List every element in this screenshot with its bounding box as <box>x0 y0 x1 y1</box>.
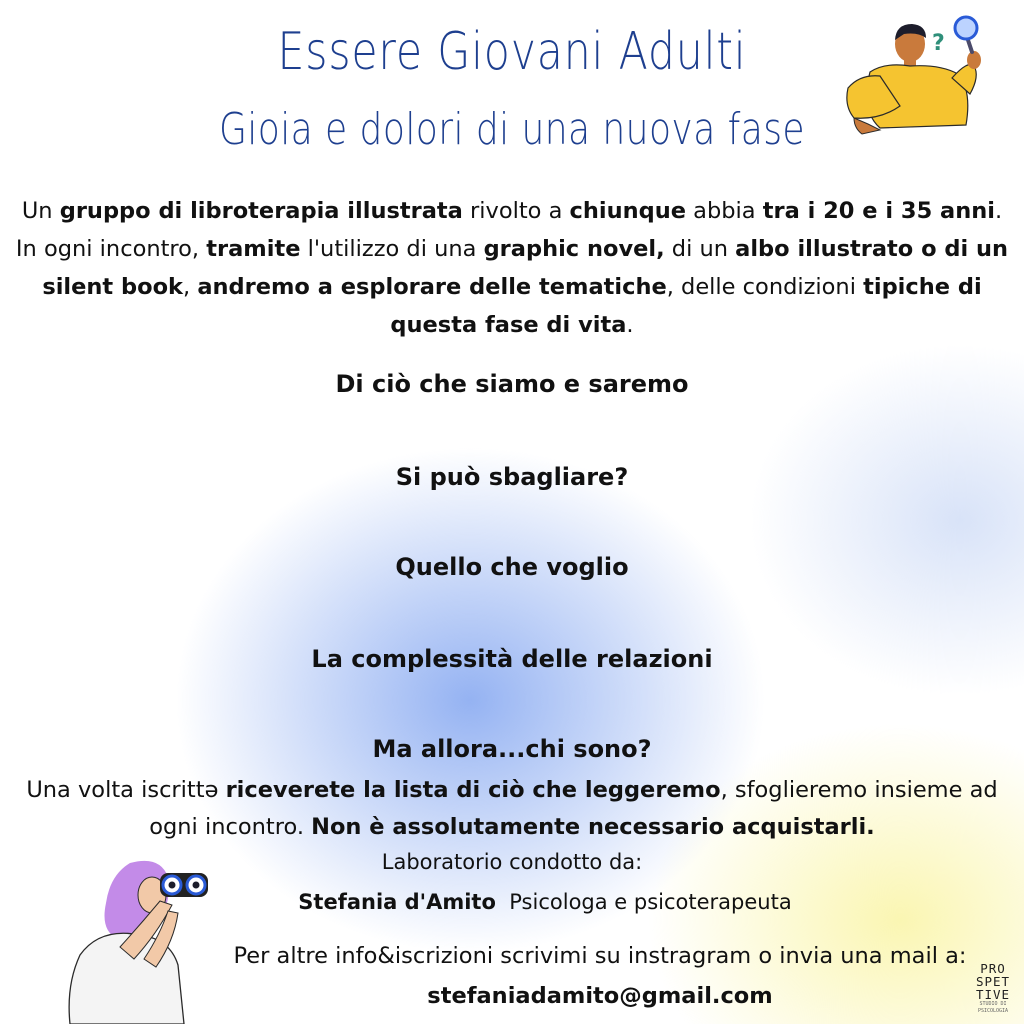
svg-text:?: ? <box>932 31 945 56</box>
thinking-man-illustration <box>840 10 1000 145</box>
topic-item: Si può sbagliare? <box>395 463 629 491</box>
contact-paragraph: Per altre info&iscrizioni scrivimi su instragram o invia una mail a: stefaniadamito@gmail.com <box>233 943 967 1009</box>
info-paragraph: Una volta iscrittə riceverete la lista di ciò che leggeremo, sfoglieremo insieme ad ogni incontro. Non è assolutamente necessario acquistarli. <box>26 777 998 840</box>
topic-item: Di ciò che siamo e saremo <box>335 370 689 398</box>
page-subtitle: Gioia e dolori di una nuova fase <box>218 104 806 155</box>
intro-paragraph: Un gruppo di libroterapia illustrata rivolto a chiunque abbia tra i 20 e i 35 anni. In ogni incontro, tramite l'utilizzo di una graphic novel, di un albo illustrato o di un silent book, andremo a esplorare delle tematiche, delle condizioni tipiche di questa fase di vita. <box>15 198 1009 338</box>
topic-item: Ma allora...chi sono? <box>372 735 652 763</box>
author-name: Stefania d'Amito <box>298 890 496 914</box>
studio-logo: PRO SPET TIVE STUDIO DI PSICOLOGIA <box>975 961 1011 1014</box>
author-role: Psicologa e psicoterapeuta <box>509 890 792 914</box>
topic-item: La complessità delle relazioni <box>311 645 713 673</box>
email-address[interactable]: stefaniadamito@gmail.com <box>427 983 773 1009</box>
page-title: Essere Giovani Adulti <box>277 22 747 82</box>
woman-binoculars-illustration <box>60 855 230 1024</box>
conducted-by-label: Laboratorio condotto da: <box>381 850 643 874</box>
topic-item: Quello che voglio <box>395 553 629 581</box>
